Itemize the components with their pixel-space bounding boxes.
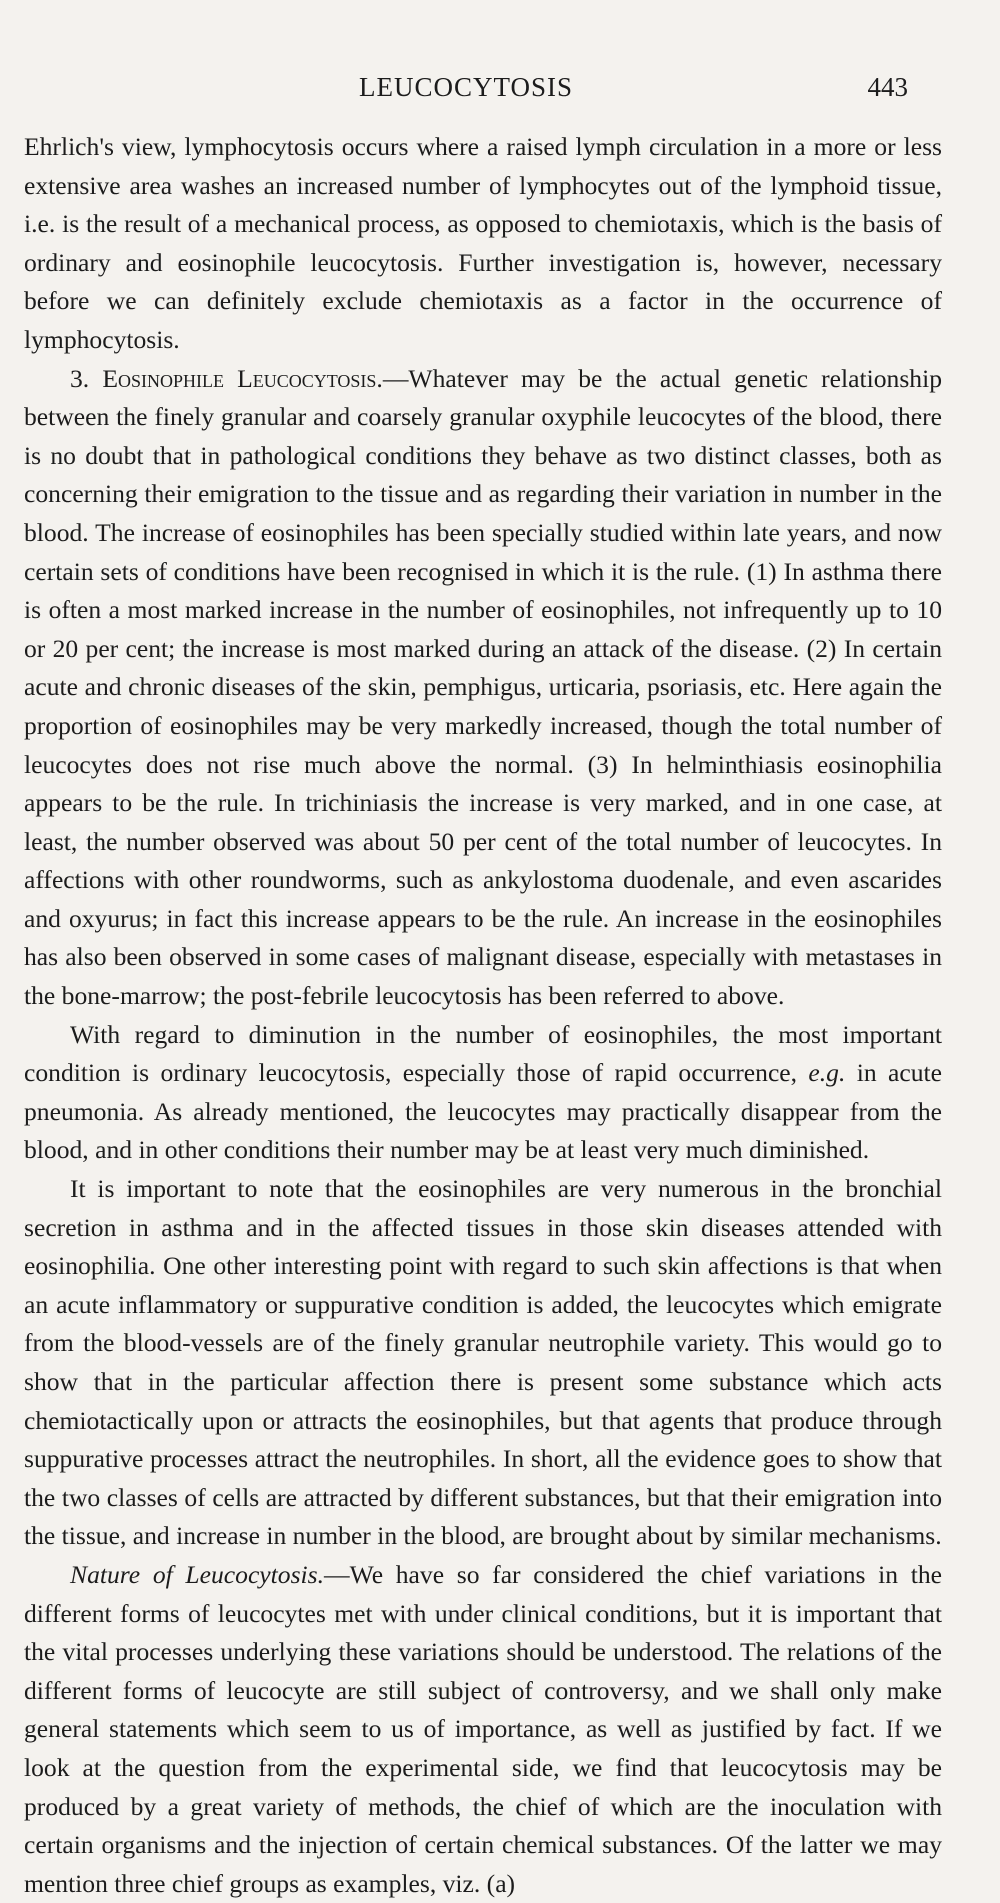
section-number: 3. xyxy=(70,363,90,393)
paragraph-diminution xyxy=(24,1016,942,1170)
page-number: 443 xyxy=(867,72,908,102)
paragraph-lymphocytosis-continued: Ehrlich's view, lymphocytosis occurs where a raised lymph circulation in a more or less extensive area washes an increased number of lymphocytes out of the lymphoid tissue, i.e. is the result of a mechanical process, as opposed to chemiotaxis, which is the basis of ordinary and eosinophile leucocytosis. Further investigation is, however, necessary before we can definitely exclude chemiotaxis as a factor in the occurrence of lymphocytosis. xyxy=(24,132,942,354)
section-heading: Nature of Leucocytosis. xyxy=(70,1559,325,1589)
paragraph-eosinophile-leucocytosis xyxy=(24,360,942,1016)
page-header xyxy=(24,72,908,112)
abbreviation: e.g. xyxy=(808,1058,846,1088)
paragraph-text: —Whatever may be the actual genetic relationship between the finely granular and coarsely granular oxyphile leucocytes of the blood, there is no doubt that in pathological conditions they behave as two distinct classes, both as concerning their emigration to the tissue and as regarding their variation in number in the blood. The increase of eosinophiles has been specially studied within late years, and now certain sets of conditions have been recognised in which it is the rule. (1) In asthma there is often a most marked increase in the number of eosinophiles, not infrequently up to 10 or 20 per cent; the increase is most marked during an attack of the disease. (2) In certain acute and chronic diseases of the skin, pemphigus, urticaria, psoriasis, etc. Here again the proportion of eosinophiles may be very markedly increased, though the total number of leucocytes does not rise much above the normal. (3) In helminthiasis eosinophilia appears to be the rule. In trichiniasis the increase is very marked, and in one case, at least, the number observed was about 50 per cent of the total number of leucocytes. In affections with other roundworms, such as ankylostoma duodenale, and even ascarides and oxyurus; in fact this increase appears to be the rule. An increase in the eosinophiles has also been observed in some cases of malignant disease, especially with metastases in the bone-marrow; the post-febrile leucocytosis has been referred to above. xyxy=(24,363,942,1011)
paragraph-text: —We have so far considered the chief variations in the different forms of leucocytes met with under clinical conditions, but it is important that the vital processes underlying these variations should be understood. The relations of the different forms of leucocyte are still subject of controversy, and we shall only make general statements which seem to us of importance, as well as justified by fact. If we look at the question from the experimental side, we find that leucocytosis may be produced by a great variety of methods, the chief of which are the inoculation with certain organisms and the injection of certain chemical substances. Of the latter we may mention three chief groups as examples, viz. (a) xyxy=(24,1559,942,1898)
paragraph-nature-of-leucocytosis xyxy=(24,1556,942,1903)
body-text xyxy=(24,128,942,1903)
running-title: LEUCOCYTOSIS xyxy=(358,72,574,102)
section-heading: Eosinophile Leucocytosis. xyxy=(102,363,383,393)
paragraph-bronchial-secretion: It is important to note that the eosinophiles are very numerous in the bronchial secretion in asthma and in the affected tissues in those skin diseases attended with eosinophilia. One other interesting point with regard to such skin affections is that when an acute inflammatory or suppurative condition is added, the leucocytes which emigrate from the blood-vessels are of the finely granular neutrophile variety. This would go to show that in the particular affection there is present some substance which acts chemiotactically upon or attracts the eosinophiles, but that agents that produce through suppurative processes attract the neutrophiles. In short, all the evidence goes to show that the two classes of cells are attracted by different substances, but that their emigration into the tissue, and increase in number in the blood, are brought about by similar mechanisms. xyxy=(24,1174,942,1551)
paragraph-text: in acute pneumonia. As already mentioned, the leucocytes may practically disappear from the blood, and in other conditions their number may be at least very much diminished. xyxy=(24,1058,942,1165)
paragraph-text: With regard to diminution in the number of eosinophiles, the most important condition is ordinary leucocytosis, especially those of rapid occurrence, xyxy=(24,1019,942,1088)
